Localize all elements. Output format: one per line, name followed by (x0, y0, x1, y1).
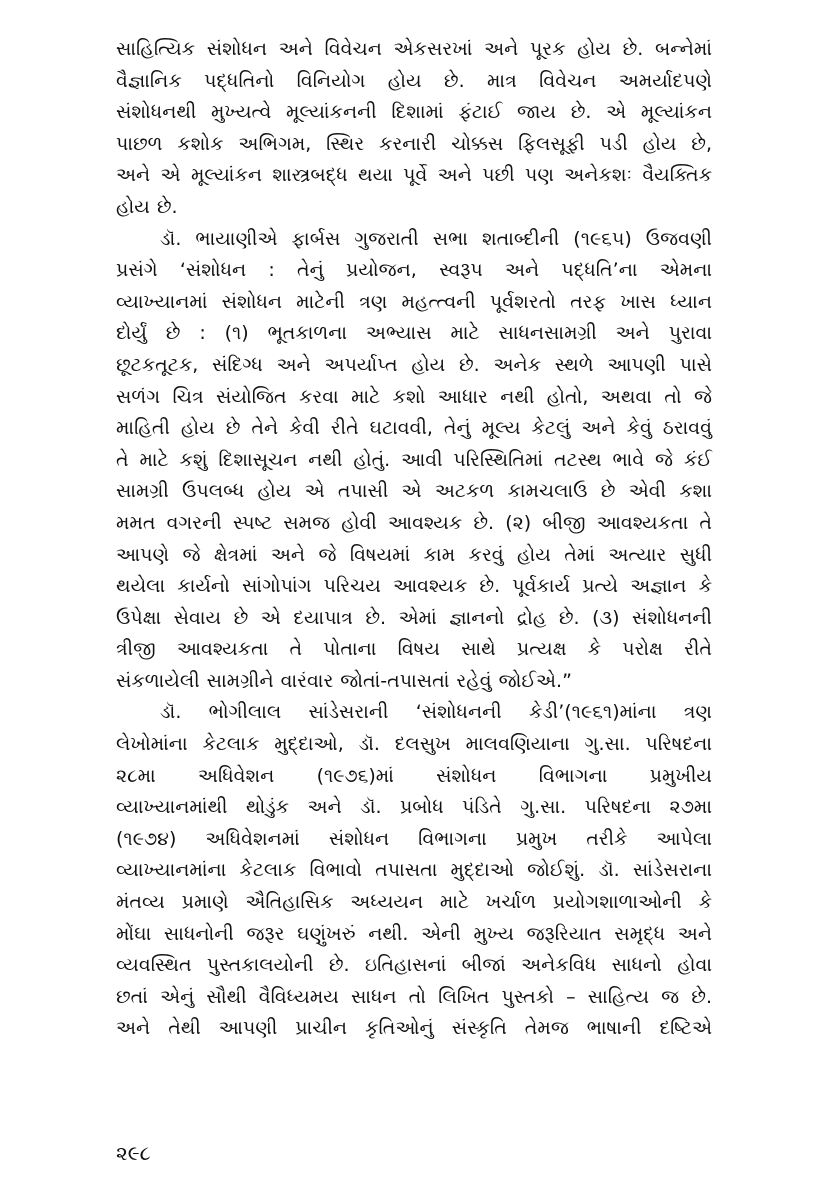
text-line: સળંગ ચિત્ર સંયોજિત કરવા માટે કશો આધાર નથી હોતો, અથવા તો જે (116, 385, 712, 408)
text-line: છૂટકતૂટક, સંદિગ્ધ અને અપર્યાપ્ત હોય છે. અનેક સ્થળે આપણી પાસે (116, 353, 712, 376)
text-line: આપણે જે ક્ષેત્રમાં અને જે વિષયમાં કામ કરવું હોય તેમાં અત્યાર સુધી (116, 543, 712, 566)
text-line: દોર્યું છે : (૧) ભૂતકાળના અભ્યાસ માટે સાધનસામગ્રી અને પુરાવા (116, 322, 712, 345)
text-line: (૧૯૭૪) અધિવેશનમાં સંશોધન વિભાગના પ્રમુખ તરીકે આપેલા (116, 827, 712, 850)
text-line: અને તેથી આપણી પ્રાચીન કૃતિઓનું સંસ્કૃતિ તેમજ ભાષાની દષ્ટિએ (116, 1017, 712, 1040)
text-line: વૈજ્ઞાનિક પદ્ધતિનો વિનિયોગ હોય છે. માત્ર વિવેચન અમર્યાદપણે (116, 69, 712, 92)
text-line: વ્યાખ્યાનમાં સંશોધન માટેની ત્રણ મહત્ત્વની પૂર્વશરતો તરફ ખાસ ધ્યાન (116, 290, 712, 313)
text-line: વ્યાખ્યાનમાંના કેટલાક વિભાવો તપાસતા મુદ્દાઓ જોઈશું. ડૉ. સાંડેસરાના (116, 859, 712, 882)
text-line: અને એ મૂલ્યાંકન શાસ્ત્રબદ્ધ થયા પૂર્વે અને પછી પણ અનેકશઃ વૈયક્તિક (116, 164, 712, 187)
text-line: પાછળ કશોક અભિગમ, સ્થિર કરનારી ચોક્કસ ફિલસૂફી પડી હોય છે, (116, 132, 712, 155)
text-line: ડૉ. ભાયાણીએ ફાર્બસ ગુજરાતી સભા શતાબ્દીની (૧૯૬૫) ઉજવણી (160, 227, 712, 250)
paragraph-1 (116, 34, 712, 224)
text-line: માહિતી હોય છે તેને કેવી રીતે ઘટાવવી, તેનું મૂલ્ય કેટલું અને કેવું ઠરાવવું (116, 417, 712, 440)
text-line: મમત વગરની સ્પષ્ટ સમજ હોવી આવશ્યક છે. (૨) બીજી આવશ્યકતા તે (116, 511, 712, 534)
text-line: મોંઘા સાધનોની જરૂર ઘણુંખરું નથી. એની મુખ્ય જરૂરિયાત સમૃદ્ધ અને (116, 922, 712, 945)
text-line: સામગ્રી ઉપલબ્ધ હોય એ તપાસી એ અટકળ કામચલાઉ છે એવી કશા (116, 480, 712, 503)
text-line: થયેલા કાર્યનો સાંગોપાંગ પરિચય આવશ્યક છે. પૂર્વકાર્ય પ્રત્યે અજ્ઞાન કે (116, 575, 712, 598)
text-line: હોય છે. (116, 195, 178, 218)
text-line: ડૉ. ભોગીલાલ સાંડેસરાની ‘સંશોધનની કેડી’(૧૯૬૧)માંના ત્રણ (160, 701, 712, 724)
text-line: તે માટે કશું દિશાસૂચન નથી હોતું. આવી પરિસ્થિતિમાં તટસ્થ ભાવે જે કંઈ (116, 448, 712, 471)
paragraph-2 (116, 224, 712, 698)
page-number: ૨૯૮ (116, 1141, 151, 1165)
text-line: પ્રસંગે ‘સંશોધન : તેનું પ્રયોજન, સ્વરૂપ અને પદ્ધતિ’ના એમના (116, 259, 712, 282)
text-line: લેખોમાંના કેટલાક મુદ્દાઓ, ડૉ. દલસુખ માલવણિયાના ગુ.સા. પરિષદના (116, 733, 712, 756)
paragraph-3 (116, 697, 712, 1045)
text-line: સંશોધનથી મુખ્યત્વે મૂલ્યાંકનની દિશામાં ફંટાઈ જાય છે. એ મૂલ્યાંકન (116, 101, 712, 124)
text-line: ત્રીજી આવશ્યકતા તે પોતાના વિષય સાથે પ્રત્યક્ષ કે પરોક્ષ રીતે (116, 638, 712, 661)
text-line: ઉપેક્ષા સેવાય છે એ દયાપાત્ર છે. એમાં જ્ઞાનનો દ્રોહ છે. (૩) સંશોધનની (116, 606, 712, 629)
text-line: વ્યાખ્યાનમાંથી થોડુંક અને ડૉ. પ્રબોધ પંડિતે ગુ.સા. પરિષદના ૨૭મા (116, 796, 712, 819)
text-line: મંતવ્ય પ્રમાણે ઐતિહાસિક અધ્યયન માટે ખર્ચાળ પ્રયોગશાળાઓની કે (116, 891, 712, 914)
text-line: સાહિત્યિક સંશોધન અને વિવેચન એકસરખાં અને પૂરક હોય છે. બન્નેમાં (116, 38, 712, 60)
page-body (116, 34, 712, 1045)
text-line: સંકળાયેલી સામગ્રીને વારંવાર જોતાં-તપાસતાં રહેવું જોઈએ.” (116, 669, 572, 692)
text-line: ૨૮મા અધિવેશન (૧૯૭૬)માં સંશોધન વિભાગના પ્રમુખીય (116, 764, 712, 787)
text-line: વ્યવસ્થિત પુસ્તકાલયોની છે. ઇતિહાસનાં બીજાં અનેકવિધ સાધનો હોવા (116, 954, 712, 977)
text-line: છતાં એનું સૌથી વૈવિધ્યમય સાધન તો લિખિત પુસ્તકો – સાહિત્ય જ છે. (116, 985, 712, 1008)
